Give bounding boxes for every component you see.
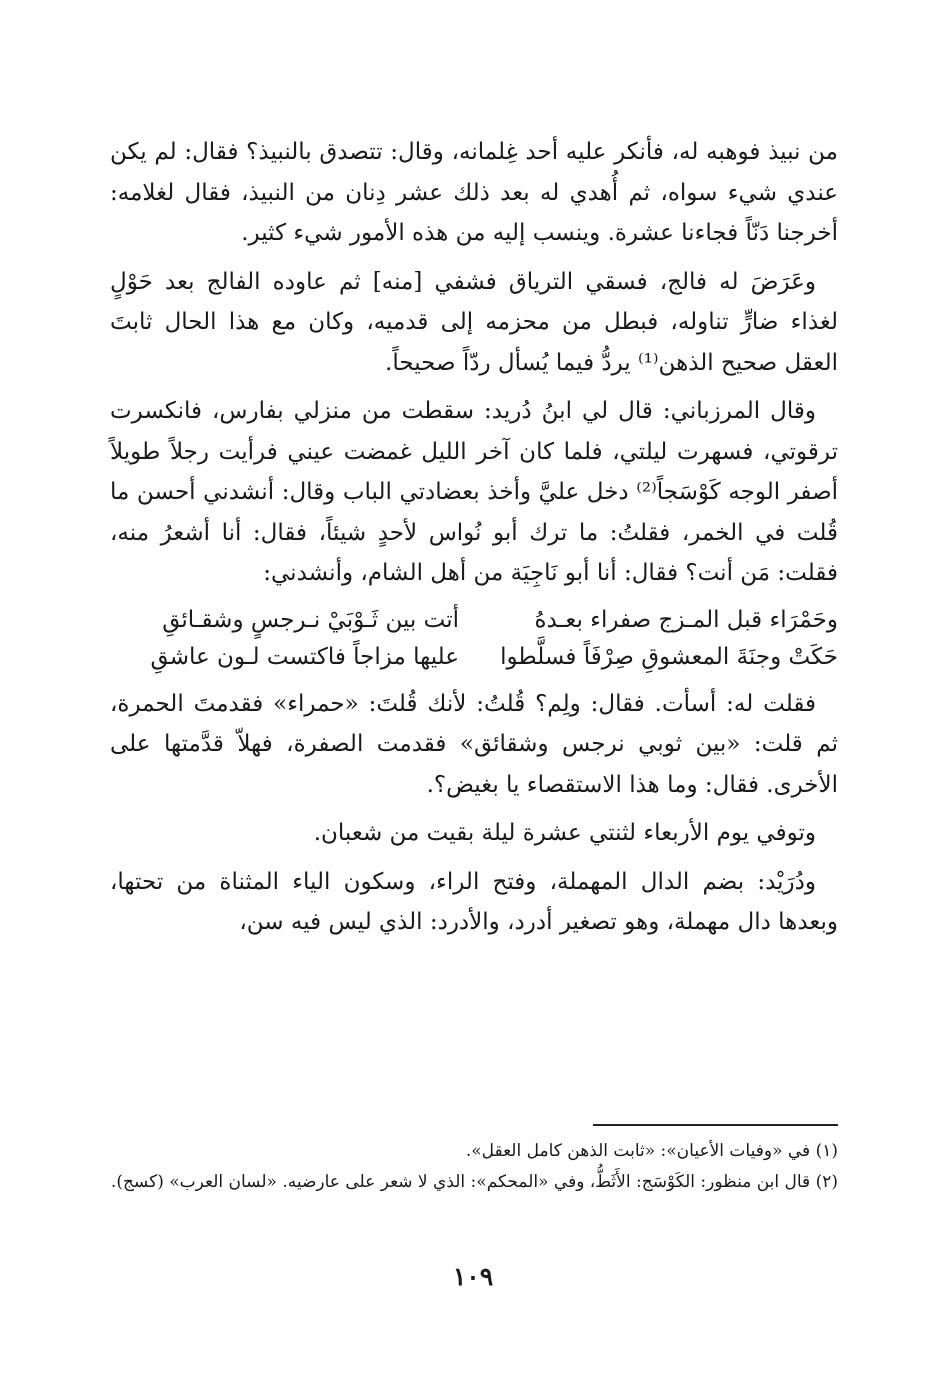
- footnote-divider: [593, 1124, 838, 1126]
- footnote-1: (١) في «وفيات الأعيان»: «ثابت الذهن كامل العقل».: [465, 1141, 838, 1161]
- paragraph-3: وقال المرزباني: قال لي ابنُ دُريد: سقطت من منزلي بفارس، فانكسرت ترقوتي، فسهرت ليلتي، فلما كان آخر الليل غمضت عيني فرأيت رجلاً طويلاً أصفر الوجه كَوْسَجاً⁽²⁾ دخل عليَّ وأخذ بعضادتي الباب وقال: أنشدني أحسن ما قُلت في الخمر، فقلتُ: ما ترك أبو نُواس لأحدٍ شيئاً، فقال: أنا أشعرُ منه، فقلت: مَن أنت؟ فقال: أنا أبو نَاجِيَة من أهل الشام، وأنشدني:: [110, 398, 838, 586]
- paragraph-4: فقلت له: أسأت. فقال: ولِم؟ قُلتُ: لأنك قُلتَ: «حمراء» فقدمتَ الحمرة، ثم قلت: «بين ثوبي نرجس وشقائق» فقدمت الصفرة، فهلاّ قدَّمتها على الأخرى. فقال: وما هذا الاستقصاء يا بغيض؟.: [110, 690, 838, 798]
- footnote-2: (٢) قال ابن منظور: الكَوْسَج: الأَثَطُّ، وفي «المحكم»: الذي لا شعر على عارضيه. «لسان العرب» (كسج).: [110, 1172, 838, 1192]
- verse-1-second-hemistich: أتت بين ثَـوْبَيْ نـرجسٍ وشقـائقِ: [162, 606, 459, 633]
- verse-line-1: [110, 602, 838, 639]
- page-body: [110, 132, 838, 943]
- poem: [110, 602, 838, 676]
- verse-2-second-hemistich: عليها مزاجاً فاكتست لـون عاشقِ: [150, 643, 459, 670]
- verse-line-2: [110, 639, 838, 676]
- paragraph-5: وتوفي يوم الأربعاء لثنتي عشرة ليلة بقيت من شعبان.: [313, 820, 816, 846]
- verse-2-first-hemistich: حَكَتْ وجنَةَ المعشوقِ صِرْفَاً فسلَّطوا: [500, 643, 838, 670]
- verse-1-first-hemistich: وحَمْرَاء قبل المـزج صفراء بعـدهُ: [534, 606, 838, 633]
- paragraph-1: من نبيذ فوهبه له، فأنكر عليه أحد غِلمانه، وقال: تتصدق بالنبيذ؟ فقال: لم يكن عندي شيء سواه، ثم أُهدي له بعد ذلك عشر دِنان من النبيذ، فقال لغلامه: أخرجنا دَنّاً فجاءنا عشرة. وينسب إليه من هذه الأمور شيء كثير.: [110, 139, 838, 246]
- footnotes: [110, 1136, 838, 1198]
- paragraph-2: وعَرَضَ له فالج، فسقي الترياق فشفي [منه] ثم عاوده الفالج بعد حَوْلٍ لغذاء ضارٍّ تناوله، فبطل من محزمه إلى قدميه، وكان مع هذا الحال ثابتَ العقل صحيح الذهن⁽¹⁾ يردُّ فيما يُسأل ردّاً صحيحاً.: [110, 268, 838, 376]
- page-number: ١٠٩: [452, 1262, 494, 1291]
- paragraph-6: ودُرَيْد: بضم الدال المهملة، وفتح الراء، وسكون الياء المثناة من تحتها، وبعدها دال مهملة، وهو تصغير أدرد، والأدرد: الذي ليس فيه سن،: [110, 868, 838, 935]
